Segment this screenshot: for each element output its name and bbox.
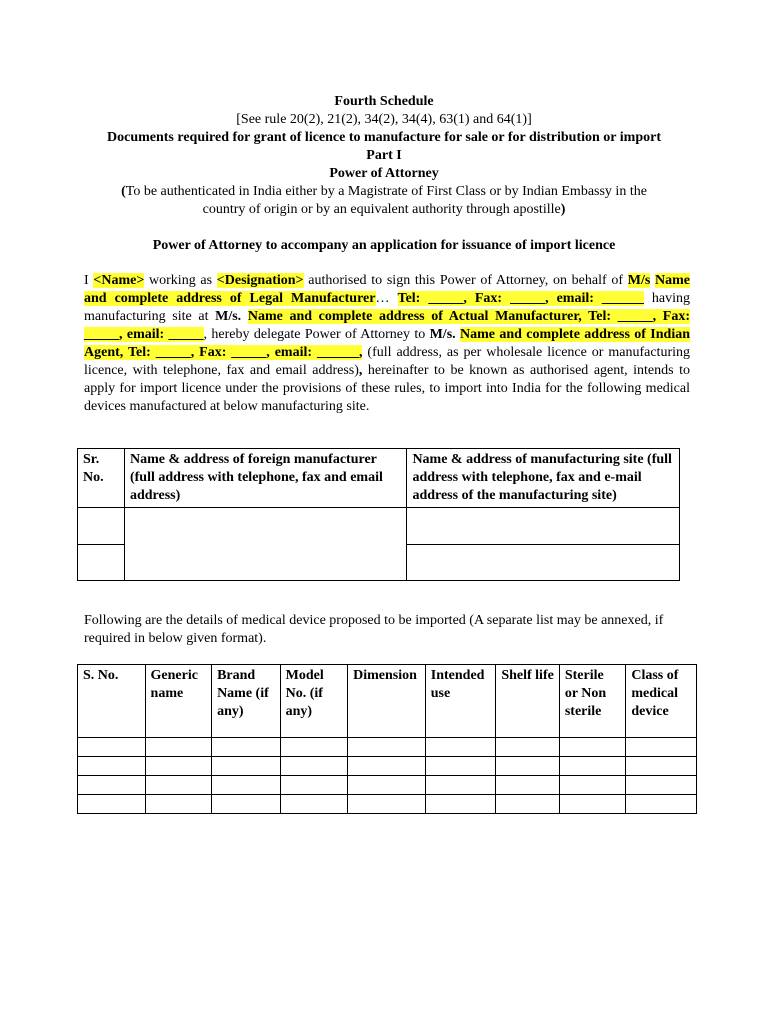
header-sr-no: Sr. No.: [78, 449, 125, 508]
auth-open-paren: (: [121, 184, 126, 199]
header-shelf-life: Shelf life: [496, 665, 560, 738]
table-header-row: [78, 449, 680, 508]
poa-body-paragraph: [84, 272, 690, 416]
body-text: …: [375, 291, 390, 306]
table-cell[interactable]: [280, 738, 348, 757]
table-cell[interactable]: [348, 795, 426, 814]
table-cell[interactable]: [496, 776, 560, 795]
header-foreign-manufacturer: Name & address of foreign manufacturer (full address with telephone, fax and email address): [124, 449, 406, 508]
name-placeholder: <Name>: [93, 273, 145, 288]
authentication-note: [90, 183, 678, 219]
table-cell[interactable]: [425, 795, 496, 814]
table-cell[interactable]: [425, 738, 496, 757]
document-title: Documents required for grant of licence to manufacture for sale or for distribution or import: [107, 130, 661, 145]
table-cell[interactable]: [425, 757, 496, 776]
body-text: , hereby delegate Power of Attorney to: [203, 327, 430, 342]
table-cell[interactable]: [280, 795, 348, 814]
table-cell[interactable]: [407, 508, 680, 545]
body-text: I: [84, 273, 94, 288]
auth-line-1: To be authenticated in India either by a Magistrate of First Class or by Indian Embassy in the: [125, 184, 647, 199]
part-label: Part I: [366, 148, 402, 163]
table-cell[interactable]: [496, 757, 560, 776]
body-text: hereinafter to be known as authorised agent, intends to apply for import licence under the provisions of these rules, to import into India for the following medical devices manufactured at below manufacturing site.: [84, 363, 691, 414]
legal-manufacturer-contact-placeholder: Tel: _____, Fax: _____, email: ______: [397, 291, 644, 306]
table-cell[interactable]: [280, 757, 348, 776]
table-cell[interactable]: [212, 757, 281, 776]
body-text: (full address, as per wholesale licence or manufacturing licence, with telephone, fax and email address): [84, 345, 690, 378]
schedule-title: Fourth Schedule: [334, 94, 434, 109]
table-cell[interactable]: [496, 795, 560, 814]
rule-reference: [See rule 20(2), 21(2), 34(2), 34(4), 63(1) and 64(1)]: [236, 112, 532, 127]
table-row: [78, 795, 697, 814]
ms-label: M/s.: [429, 327, 456, 342]
table-cell[interactable]: [425, 776, 496, 795]
table-cell[interactable]: [78, 757, 146, 776]
header-sterile: Sterile or Non sterile: [559, 665, 626, 738]
table-row: [78, 508, 680, 545]
table-cell[interactable]: [212, 776, 281, 795]
table-cell[interactable]: [496, 738, 560, 757]
manufacturer-table: [77, 448, 680, 581]
table-cell[interactable]: [559, 738, 626, 757]
header-dimension: Dimension: [348, 665, 426, 738]
legal-manufacturer-placeholder: Name and complete address of Legal Manufacturer: [84, 273, 691, 306]
table-cell[interactable]: [212, 738, 281, 757]
table-cell[interactable]: [626, 795, 697, 814]
header-s-no: S. No.: [78, 665, 146, 738]
device-details-table: [77, 664, 697, 814]
actual-manufacturer-placeholder: Name and complete address of Actual Manufacturer, Tel: _____, Fax: _____, email: _____: [84, 309, 691, 342]
header-intended-use: Intended use: [425, 665, 496, 738]
table-header-row: [78, 665, 697, 738]
table-cell[interactable]: [407, 545, 680, 581]
table-cell[interactable]: [145, 776, 212, 795]
table-cell[interactable]: [78, 545, 125, 581]
table-row: [78, 757, 697, 776]
body-text: ,: [358, 363, 363, 378]
power-of-attorney-heading: Power of Attorney: [329, 166, 439, 181]
following-details-text: Following are the details of medical device proposed to be imported (A separate list may be annexed, if required in below given format).: [84, 613, 664, 646]
table-cell[interactable]: [348, 776, 426, 795]
indian-agent-placeholder: Name and complete address of Indian Agent, Tel: _____, Fax: _____, email: ______,: [84, 327, 691, 360]
table-cell[interactable]: [559, 757, 626, 776]
table-row: [78, 738, 697, 757]
table-cell[interactable]: [559, 776, 626, 795]
auth-line-2: country of origin or by an equivalent authority through apostille: [202, 202, 561, 217]
header-device-class: Class of medical device: [626, 665, 697, 738]
body-text: authorised to sign this Power of Attorney, on behalf of: [303, 273, 628, 288]
table-cell[interactable]: [626, 776, 697, 795]
table-cell[interactable]: [78, 776, 146, 795]
table-cell[interactable]: [280, 776, 348, 795]
ms-label: M/s: [627, 273, 651, 288]
table-cell[interactable]: [212, 795, 281, 814]
header-brand-name: Brand Name (if any): [212, 665, 281, 738]
auth-close-paren: ): [560, 202, 566, 217]
section-title: Power of Attorney to accompany an application for issuance of import licence: [152, 238, 616, 253]
header-model-no: Model No. (if any): [280, 665, 348, 738]
table-cell[interactable]: [145, 795, 212, 814]
table-cell[interactable]: [626, 738, 697, 757]
header-generic-name: Generic name: [145, 665, 212, 738]
table-cell[interactable]: [78, 738, 146, 757]
table-cell[interactable]: [78, 508, 125, 545]
body-text: having manufacturing site at: [84, 291, 691, 324]
table-cell[interactable]: [124, 508, 406, 581]
table-cell[interactable]: [626, 757, 697, 776]
table-row: [78, 776, 697, 795]
ms-label: M/s.: [215, 309, 242, 324]
table-cell[interactable]: [145, 757, 212, 776]
designation-placeholder: <Designation>: [216, 273, 304, 288]
table-cell[interactable]: [145, 738, 212, 757]
table-cell[interactable]: [348, 757, 426, 776]
table-cell[interactable]: [559, 795, 626, 814]
table-cell[interactable]: [78, 795, 146, 814]
table-cell[interactable]: [348, 738, 426, 757]
body-text: working as: [144, 273, 217, 288]
header-manufacturing-site: Name & address of manufacturing site (full address with telephone, fax and e-mail address of the manufacturing site): [407, 449, 680, 508]
